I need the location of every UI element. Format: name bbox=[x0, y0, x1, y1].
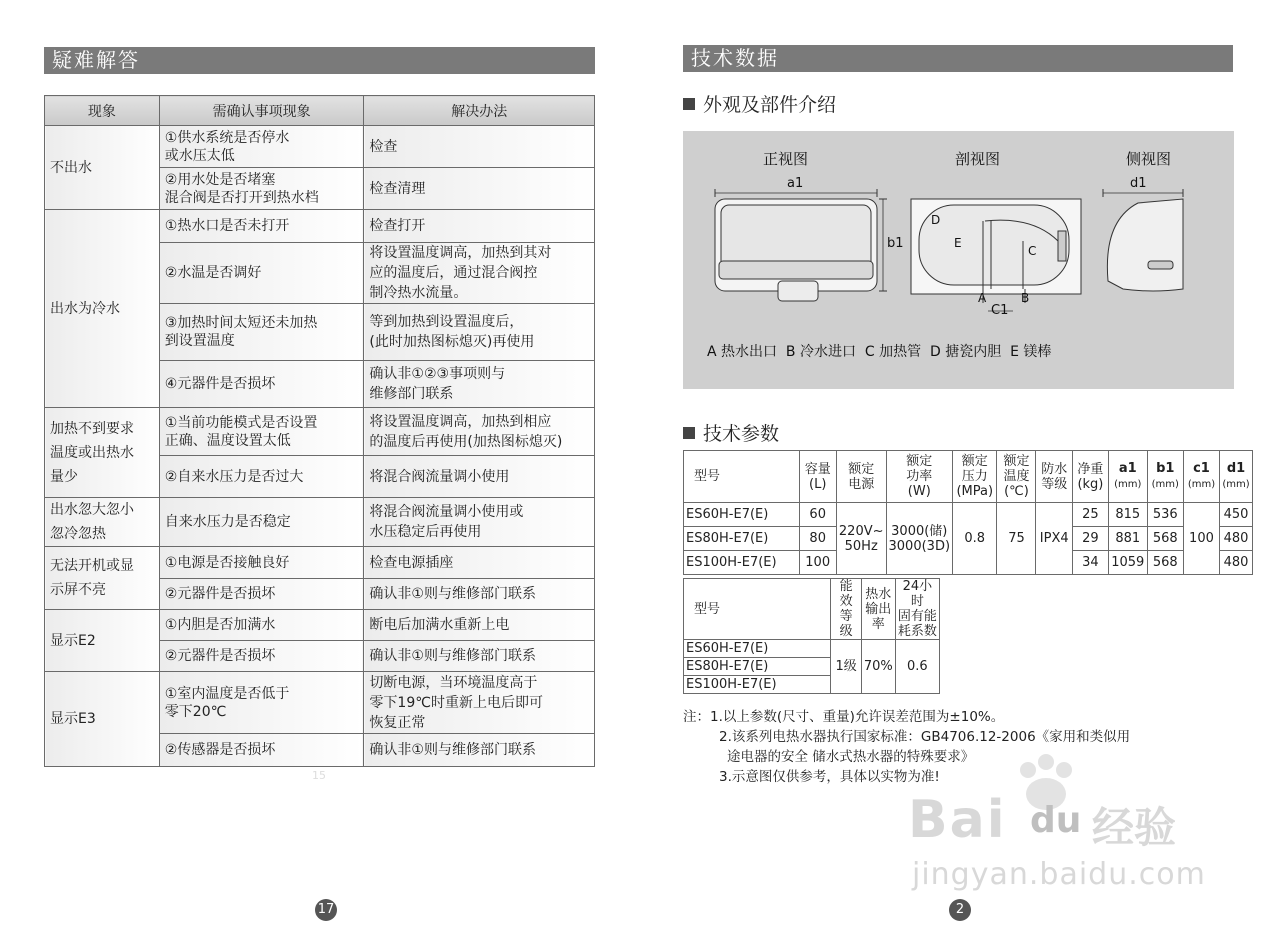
solution-cell: 切断电源，当环境温度高于 零下19℃时重新上电后即可 恢复正常 bbox=[364, 672, 595, 734]
spec-h-model: 型号 bbox=[684, 451, 800, 503]
check-cell: ②元器件是否损坏 bbox=[159, 641, 364, 672]
page-number-left: 17 bbox=[315, 899, 337, 921]
check-cell: ①电源是否接触良好 bbox=[159, 547, 364, 579]
label-section-view: 剖视图 bbox=[955, 150, 1001, 168]
spec-ip: IPX4 bbox=[1036, 503, 1072, 575]
spec-model: ES100H-E7(E) bbox=[684, 551, 800, 575]
spec-b1: 536 bbox=[1147, 503, 1183, 527]
spec-h-d1 bbox=[1220, 451, 1253, 503]
spec-a1: 1059 bbox=[1108, 551, 1147, 575]
dim-c1: C1 bbox=[991, 303, 1009, 318]
check-cell: ①热水口是否未打开 bbox=[159, 210, 364, 243]
note-3: 3.示意图仅供参考，具体以实物为准! bbox=[719, 769, 940, 785]
unit-mm: (mm) bbox=[1187, 479, 1216, 490]
unit-mm: (mm) bbox=[1114, 479, 1142, 490]
spec-capacity: 60 bbox=[799, 503, 836, 527]
solution-cell: 检查 bbox=[364, 126, 595, 168]
params-heading bbox=[683, 419, 779, 446]
table-row bbox=[45, 210, 595, 243]
spec-weight: 29 bbox=[1072, 527, 1108, 551]
spec-h-a1-text: a1 bbox=[1118, 461, 1137, 476]
spec-model: ES80H-E7(E) bbox=[684, 527, 800, 551]
energy-h-level: 能效 等级 bbox=[831, 579, 861, 640]
symptom-cell: 加热不到要求 温度或出热水 量少 bbox=[45, 408, 160, 498]
solution-cell: 等到加热到设置温度后， (此时加热图标熄灭)再使用 bbox=[364, 304, 595, 361]
energy-loss: 0.6 bbox=[895, 640, 939, 694]
energy-h-loss: 24小时 固有能 耗系数 bbox=[895, 579, 939, 640]
dim-a1: a1 bbox=[787, 176, 804, 191]
check-cell: ②用水处是否堵塞 混合阀是否打开到热水档 bbox=[159, 168, 364, 210]
solution-cell: 将混合阀流量调小使用或 水压稳定后再使用 bbox=[364, 498, 595, 547]
check-cell: ②自来水压力是否过大 bbox=[159, 456, 364, 498]
spec-c1: 100 bbox=[1183, 503, 1219, 575]
spec-temp: 75 bbox=[997, 503, 1036, 575]
spec-a1: 881 bbox=[1108, 527, 1147, 551]
spec-header-row bbox=[684, 451, 1253, 503]
check-cell: ②水温是否调好 bbox=[159, 243, 364, 304]
check-cell: ④元器件是否损坏 bbox=[159, 361, 364, 408]
solution-cell: 确认非①则与维修部门联系 bbox=[364, 579, 595, 610]
spec-capacity: 100 bbox=[799, 551, 836, 575]
solution-cell: 确认非①则与维修部门联系 bbox=[364, 734, 595, 767]
check-cell: ②元器件是否损坏 bbox=[159, 579, 364, 610]
spec-h-a1 bbox=[1108, 451, 1147, 503]
watermark-url: jingyan.baidu.com bbox=[912, 857, 1206, 892]
dim-d1: d1 bbox=[1130, 176, 1147, 191]
label-side-view: 侧视图 bbox=[1126, 150, 1172, 168]
spec-d1: 480 bbox=[1220, 527, 1253, 551]
table-header-row bbox=[45, 96, 595, 126]
check-cell: 自来水压力是否稳定 bbox=[159, 498, 364, 547]
spec-h-b1-text: b1 bbox=[1156, 461, 1175, 476]
spec-h-power-src: 额定 电源 bbox=[836, 451, 886, 503]
spec-h-weight: 净重 (kg) bbox=[1072, 451, 1108, 503]
table-row bbox=[45, 408, 595, 456]
table-row bbox=[45, 672, 595, 734]
symptom-cell: 出水为冷水 bbox=[45, 210, 160, 408]
spec-capacity: 80 bbox=[799, 527, 836, 551]
params-heading-text: 技术参数 bbox=[703, 423, 780, 445]
energy-table bbox=[683, 578, 940, 694]
spec-d1: 450 bbox=[1220, 503, 1253, 527]
energy-level: 1级 bbox=[831, 640, 861, 694]
symptom-cell: 出水忽大忽小 忽冷忽热 bbox=[45, 498, 160, 547]
spec-a1: 815 bbox=[1108, 503, 1147, 527]
spec-h-d1-text: d1 bbox=[1226, 461, 1246, 476]
appearance-heading-text: 外观及部件介绍 bbox=[703, 94, 837, 116]
square-bullet-icon bbox=[683, 98, 695, 110]
page-number-right: 2 bbox=[949, 899, 971, 921]
dim-b1: b1 bbox=[887, 236, 904, 251]
tech-data-title: 技术数据 bbox=[683, 45, 1233, 72]
parts-legend: A 热水出口 B 冷水进口 C 加热管 D 搪瓷内胆 E 镁棒 bbox=[707, 344, 1052, 360]
table-row bbox=[45, 498, 595, 547]
spec-h-pressure: 额定 压力 (MPa) bbox=[953, 451, 997, 503]
energy-model: ES100H-E7(E) bbox=[684, 676, 831, 694]
check-cell: ①室内温度是否低于 零下20℃ bbox=[159, 672, 364, 734]
energy-h-hot: 热水 输出 率 bbox=[861, 579, 895, 640]
energy-header-row bbox=[684, 579, 940, 640]
check-cell: ③加热时间太短还未加热 到设置温度 bbox=[159, 304, 364, 361]
faint-number: 15 bbox=[312, 769, 326, 782]
solution-cell: 将设置温度调高，加热到相应 的温度后再使用(加热图标熄灭) bbox=[364, 408, 595, 456]
spec-model: ES60H-E7(E) bbox=[684, 503, 800, 527]
energy-hot: 70% bbox=[861, 640, 895, 694]
check-cell: ①供水系统是否停水 或水压太低 bbox=[159, 126, 364, 168]
solution-cell: 确认非①则与维修部门联系 bbox=[364, 641, 595, 672]
spec-h-c1-text: c1 bbox=[1193, 461, 1210, 476]
spec-b1: 568 bbox=[1147, 527, 1183, 551]
spec-power: 3000(储) 3000(3D) bbox=[886, 503, 953, 575]
spec-power-src: 220V~ 50Hz bbox=[836, 503, 886, 575]
energy-h-model: 型号 bbox=[684, 579, 831, 640]
symptom-cell: 无法开机或显 示屏不亮 bbox=[45, 547, 160, 610]
unit-mm: (mm) bbox=[1151, 479, 1179, 490]
appearance-heading bbox=[683, 90, 836, 117]
solution-cell: 断电后加满水重新上电 bbox=[364, 610, 595, 641]
unit-mm: (mm) bbox=[1222, 479, 1250, 490]
symptom-cell: 不出水 bbox=[45, 126, 160, 210]
spec-h-c1 bbox=[1183, 451, 1219, 503]
solution-cell: 检查清理 bbox=[364, 168, 595, 210]
front-view-drawing bbox=[715, 189, 887, 301]
header-check: 需确认事项现象 bbox=[159, 96, 364, 126]
note-1: 注：1.以上参数(尺寸、重量)允许误差范围为±10%。 bbox=[683, 709, 1005, 725]
table-row bbox=[45, 610, 595, 641]
product-diagram bbox=[683, 131, 1234, 389]
spec-b1: 568 bbox=[1147, 551, 1183, 575]
symptom-cell: 显示E3 bbox=[45, 672, 160, 767]
troubleshooting-table bbox=[44, 95, 595, 767]
header-symptom: 现象 bbox=[45, 96, 160, 126]
header-solution: 解决办法 bbox=[364, 96, 595, 126]
energy-model: ES80H-E7(E) bbox=[684, 658, 831, 676]
solution-cell: 将设置温度调高，加热到其对 应的温度后，通过混合阀控 制冷热水流量。 bbox=[364, 243, 595, 304]
part-a-label: A bbox=[978, 291, 987, 305]
watermark-cn: 经验 bbox=[1092, 803, 1177, 852]
spec-h-temp: 额定 温度 (℃) bbox=[997, 451, 1036, 503]
part-e-label: E bbox=[954, 236, 962, 250]
table-row bbox=[45, 547, 595, 579]
solution-cell: 将混合阀流量调小使用 bbox=[364, 456, 595, 498]
table-row bbox=[45, 126, 595, 168]
check-cell: ①当前功能模式是否设置 正确、温度设置太低 bbox=[159, 408, 364, 456]
spec-h-b1 bbox=[1147, 451, 1183, 503]
solution-cell: 确认非①②③事项则与 维修部门联系 bbox=[364, 361, 595, 408]
spec-row-60 bbox=[684, 503, 1253, 527]
part-c-label: C bbox=[1028, 244, 1037, 258]
troubleshooting-body bbox=[45, 126, 595, 767]
watermark-brand: Bai bbox=[908, 790, 1007, 850]
spec-pressure: 0.8 bbox=[953, 503, 997, 575]
spec-h-capacity: 容量 (L) bbox=[799, 451, 836, 503]
square-bullet-icon bbox=[683, 427, 695, 439]
part-d-label: D bbox=[931, 213, 941, 227]
spec-d1: 480 bbox=[1220, 551, 1253, 575]
note-2a: 2.该系列电热水器执行国家标准：GB4706.12-2006《家用和类似用 bbox=[719, 729, 1131, 745]
spec-weight: 25 bbox=[1072, 503, 1108, 527]
solution-cell: 检查电源插座 bbox=[364, 547, 595, 579]
symptom-cell: 显示E2 bbox=[45, 610, 160, 672]
part-b-label: B bbox=[1021, 291, 1030, 305]
watermark-du: du bbox=[1030, 800, 1082, 841]
check-cell: ①内胆是否加满水 bbox=[159, 610, 364, 641]
spec-table bbox=[683, 450, 1253, 575]
troubleshooting-title: 疑难解答 bbox=[44, 47, 595, 74]
note-2b: 途电器的安全 储水式热水器的特殊要求》 bbox=[727, 749, 975, 765]
spec-weight: 34 bbox=[1072, 551, 1108, 575]
energy-model: ES60H-E7(E) bbox=[684, 640, 831, 658]
check-cell: ②传感器是否损坏 bbox=[159, 734, 364, 767]
spec-h-power: 额定 功率 (W) bbox=[886, 451, 953, 503]
solution-cell: 检查打开 bbox=[364, 210, 595, 243]
label-front-view: 正视图 bbox=[763, 150, 809, 168]
side-view-drawing bbox=[1103, 189, 1183, 291]
spec-h-ip: 防水 等级 bbox=[1036, 451, 1072, 503]
energy-row-60 bbox=[684, 640, 940, 658]
